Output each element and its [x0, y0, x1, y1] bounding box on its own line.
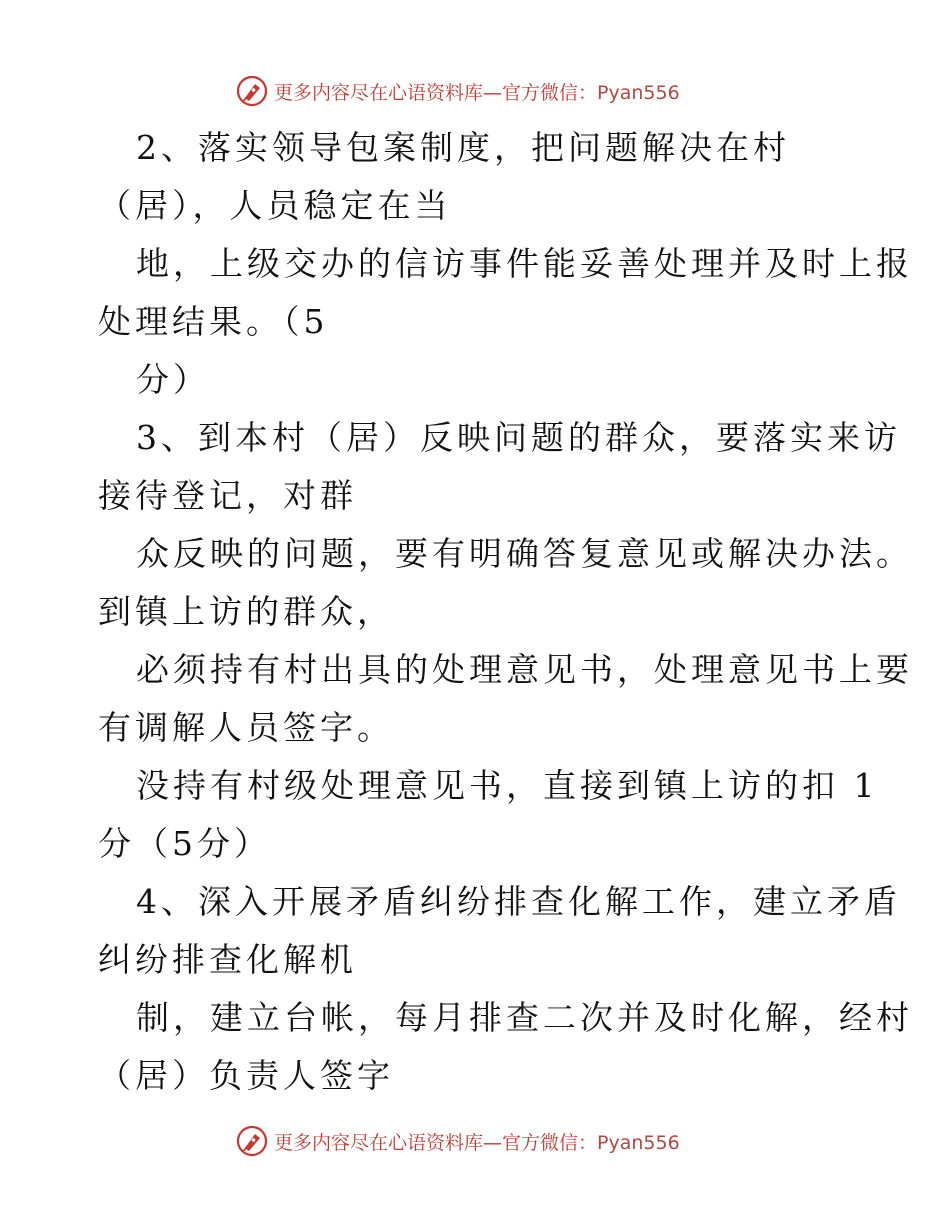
pen-nib-logo-icon [236, 1125, 268, 1157]
text-line: 处理结果。（5 [98, 302, 329, 341]
text-line: 3、到本村（居）反映问题的群众，要落实来访 [136, 418, 901, 457]
text-line: 地，上级交办的信访事件能妥善处理并及时上报 [136, 244, 913, 283]
watermark-handle: Pyan556 [597, 1131, 680, 1154]
text-line: 4、深入开展矛盾纠纷排查化解工作，建立矛盾 [136, 882, 901, 921]
text-line: 2、落实领导包案制度，把问题解决在村 [136, 128, 790, 167]
text-line: 有调解人员签字。 [98, 708, 394, 747]
text-line: 接待登记，对群 [98, 476, 357, 515]
text-line: 制，建立台帐，每月排查二次并及时化解，经村 [136, 998, 913, 1037]
text-line: 到镇上访的群众， [98, 592, 394, 631]
text-line: （居）负责人签字 [98, 1056, 394, 1095]
text-line: 分） [136, 360, 210, 399]
text-line: 分（5分） [98, 824, 271, 863]
text-line: 没持有村级处理意见书，直接到镇上访的扣 1 [136, 766, 879, 805]
watermark-text: 更多内容尽在心语资料库—官方微信：Pyan556 [274, 81, 680, 104]
text-line: 必须持有村出具的处理意见书，处理意见书上要 [136, 650, 913, 689]
footer-watermark [236, 1124, 680, 1158]
text-line: 众反映的问题，要有明确答复意见或解决办法。 [136, 534, 913, 573]
watermark-handle: Pyan556 [597, 81, 680, 104]
pen-nib-logo-icon [236, 75, 268, 107]
text-line: 纠纷排查化解机 [98, 940, 357, 979]
header-watermark [236, 74, 680, 108]
watermark-text: 更多内容尽在心语资料库—官方微信：Pyan556 [274, 1131, 680, 1154]
text-line: （居），人员稳定在当 [98, 186, 452, 225]
